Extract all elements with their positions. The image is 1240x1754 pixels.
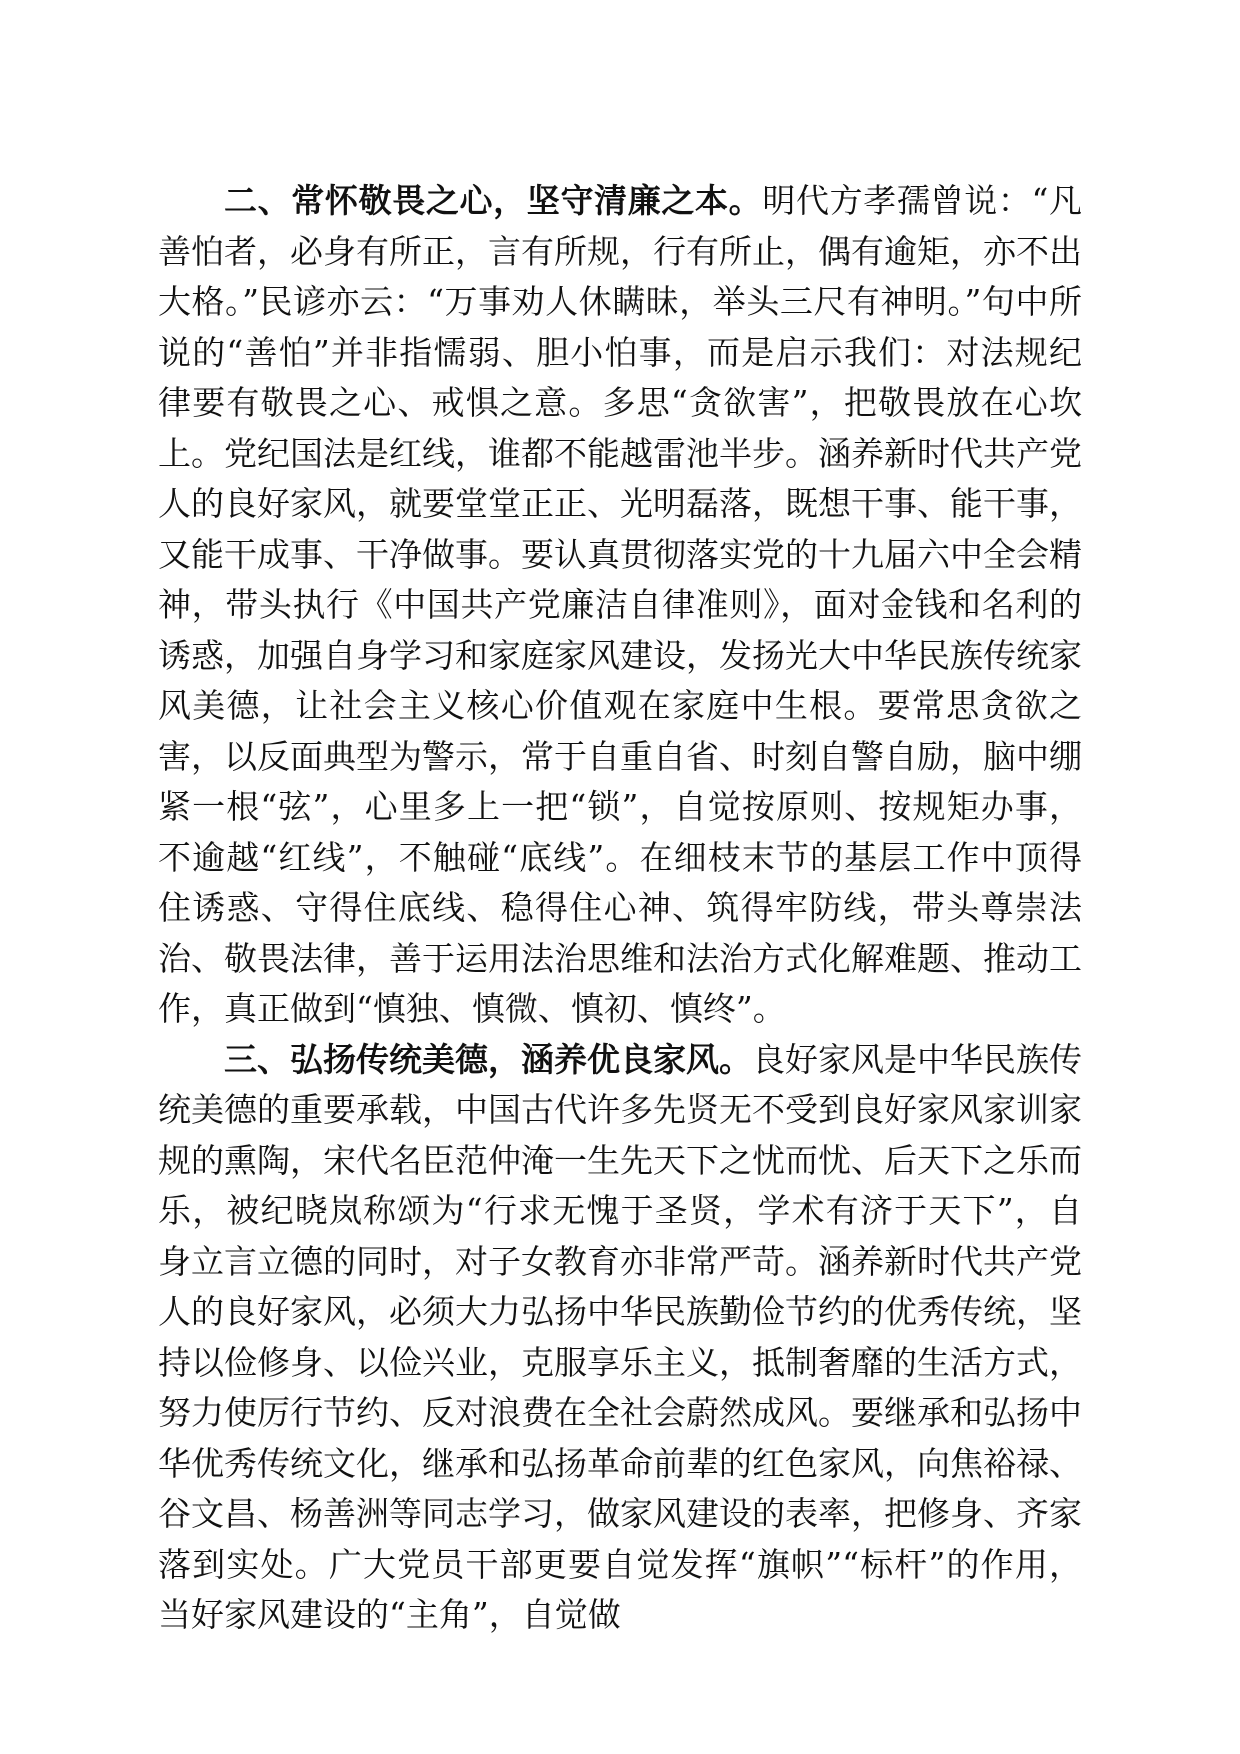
section-paragraph <box>158 1035 1082 1641</box>
document-body <box>158 176 1082 1641</box>
section-heading: 三、弘扬传统美德，涵养优良家风。 <box>224 1039 752 1079</box>
section-body-text: 明代方孝孺曾说：“凡善怕者，必身有所正，言有所规，行有所止，偶有逾矩，亦不出大格。”民谚亦云：“万事劝人休瞒昧，举头三尺有神明。”句中所说的“善怕”并非指懦弱、胆小怕事，而是启示我们：对法规纪律要有敬畏之心、戒惧之意。多思“贪欲害”，把敬畏放在心坎上。党纪国法是红线，谁都不能越雷池半步。涵养新时代共产党人的良好家风，就要堂堂正正、光明磊落，既想干事、能干事，又能干成事、干净做事。要认真贯彻落实党的十九届六中全会精神，带头执行《中国共产党廉洁自律准则》，面对金钱和名利的诱惑，加强自身学习和家庭家风建设，发扬光大中华民族传统家风美德，让社会主义核心价值观在家庭中生根。要常思贪欲之害，以反面典型为警示，常于自重自省、时刻自警自励，脑中绷紧一根“弦”，心里多上一把“锁”，自觉按原则、按规矩办事，不逾越“红线”，不触碰“底线”。在细枝末节的基层工作中顶得住诱惑、守得住底线、稳得住心神、筑得牢防线，带头尊崇法治、敬畏法律，善于运用法治思维和法治方式化解难题、推动工作，真正做到“慎独、慎微、慎初、慎终”。 <box>158 181 1083 1028</box>
section-heading: 二、常怀敬畏之心，坚守清廉之本。 <box>224 181 763 220</box>
section-paragraph <box>158 176 1082 1035</box>
section-body-text: 良好家风是中华民族传统美德的重要承载，中国古代许多先贤无不受到良好家风家训家规的熏陶，宋代名臣范仲淹一生先天下之忧而忧、后天下之乐而乐，被纪晓岚称颂为“行求无愧于圣贤，学术有济于天下”，自身立言立德的同时，对子女教育亦非常严苛。涵养新时代共产党人的良好家风，必须大力弘扬中华民族勤俭节约的优秀传统，坚持以俭修身、以俭兴业，克服享乐主义，抵制奢靡的生活方式，努力使厉行节约、反对浪费在全社会蔚然成风。要继承和弘扬中华优秀传统文化，继承和弘扬革命前辈的红色家风，向焦裕禄、谷文昌、杨善洲等同志学习，做家风建设的表率，把修身、齐家落到实处。广大党员干部更要自觉发挥“旗帜”“标杆”的作用，当好家风建设的“主角”，自觉做 <box>158 1039 1082 1634</box>
